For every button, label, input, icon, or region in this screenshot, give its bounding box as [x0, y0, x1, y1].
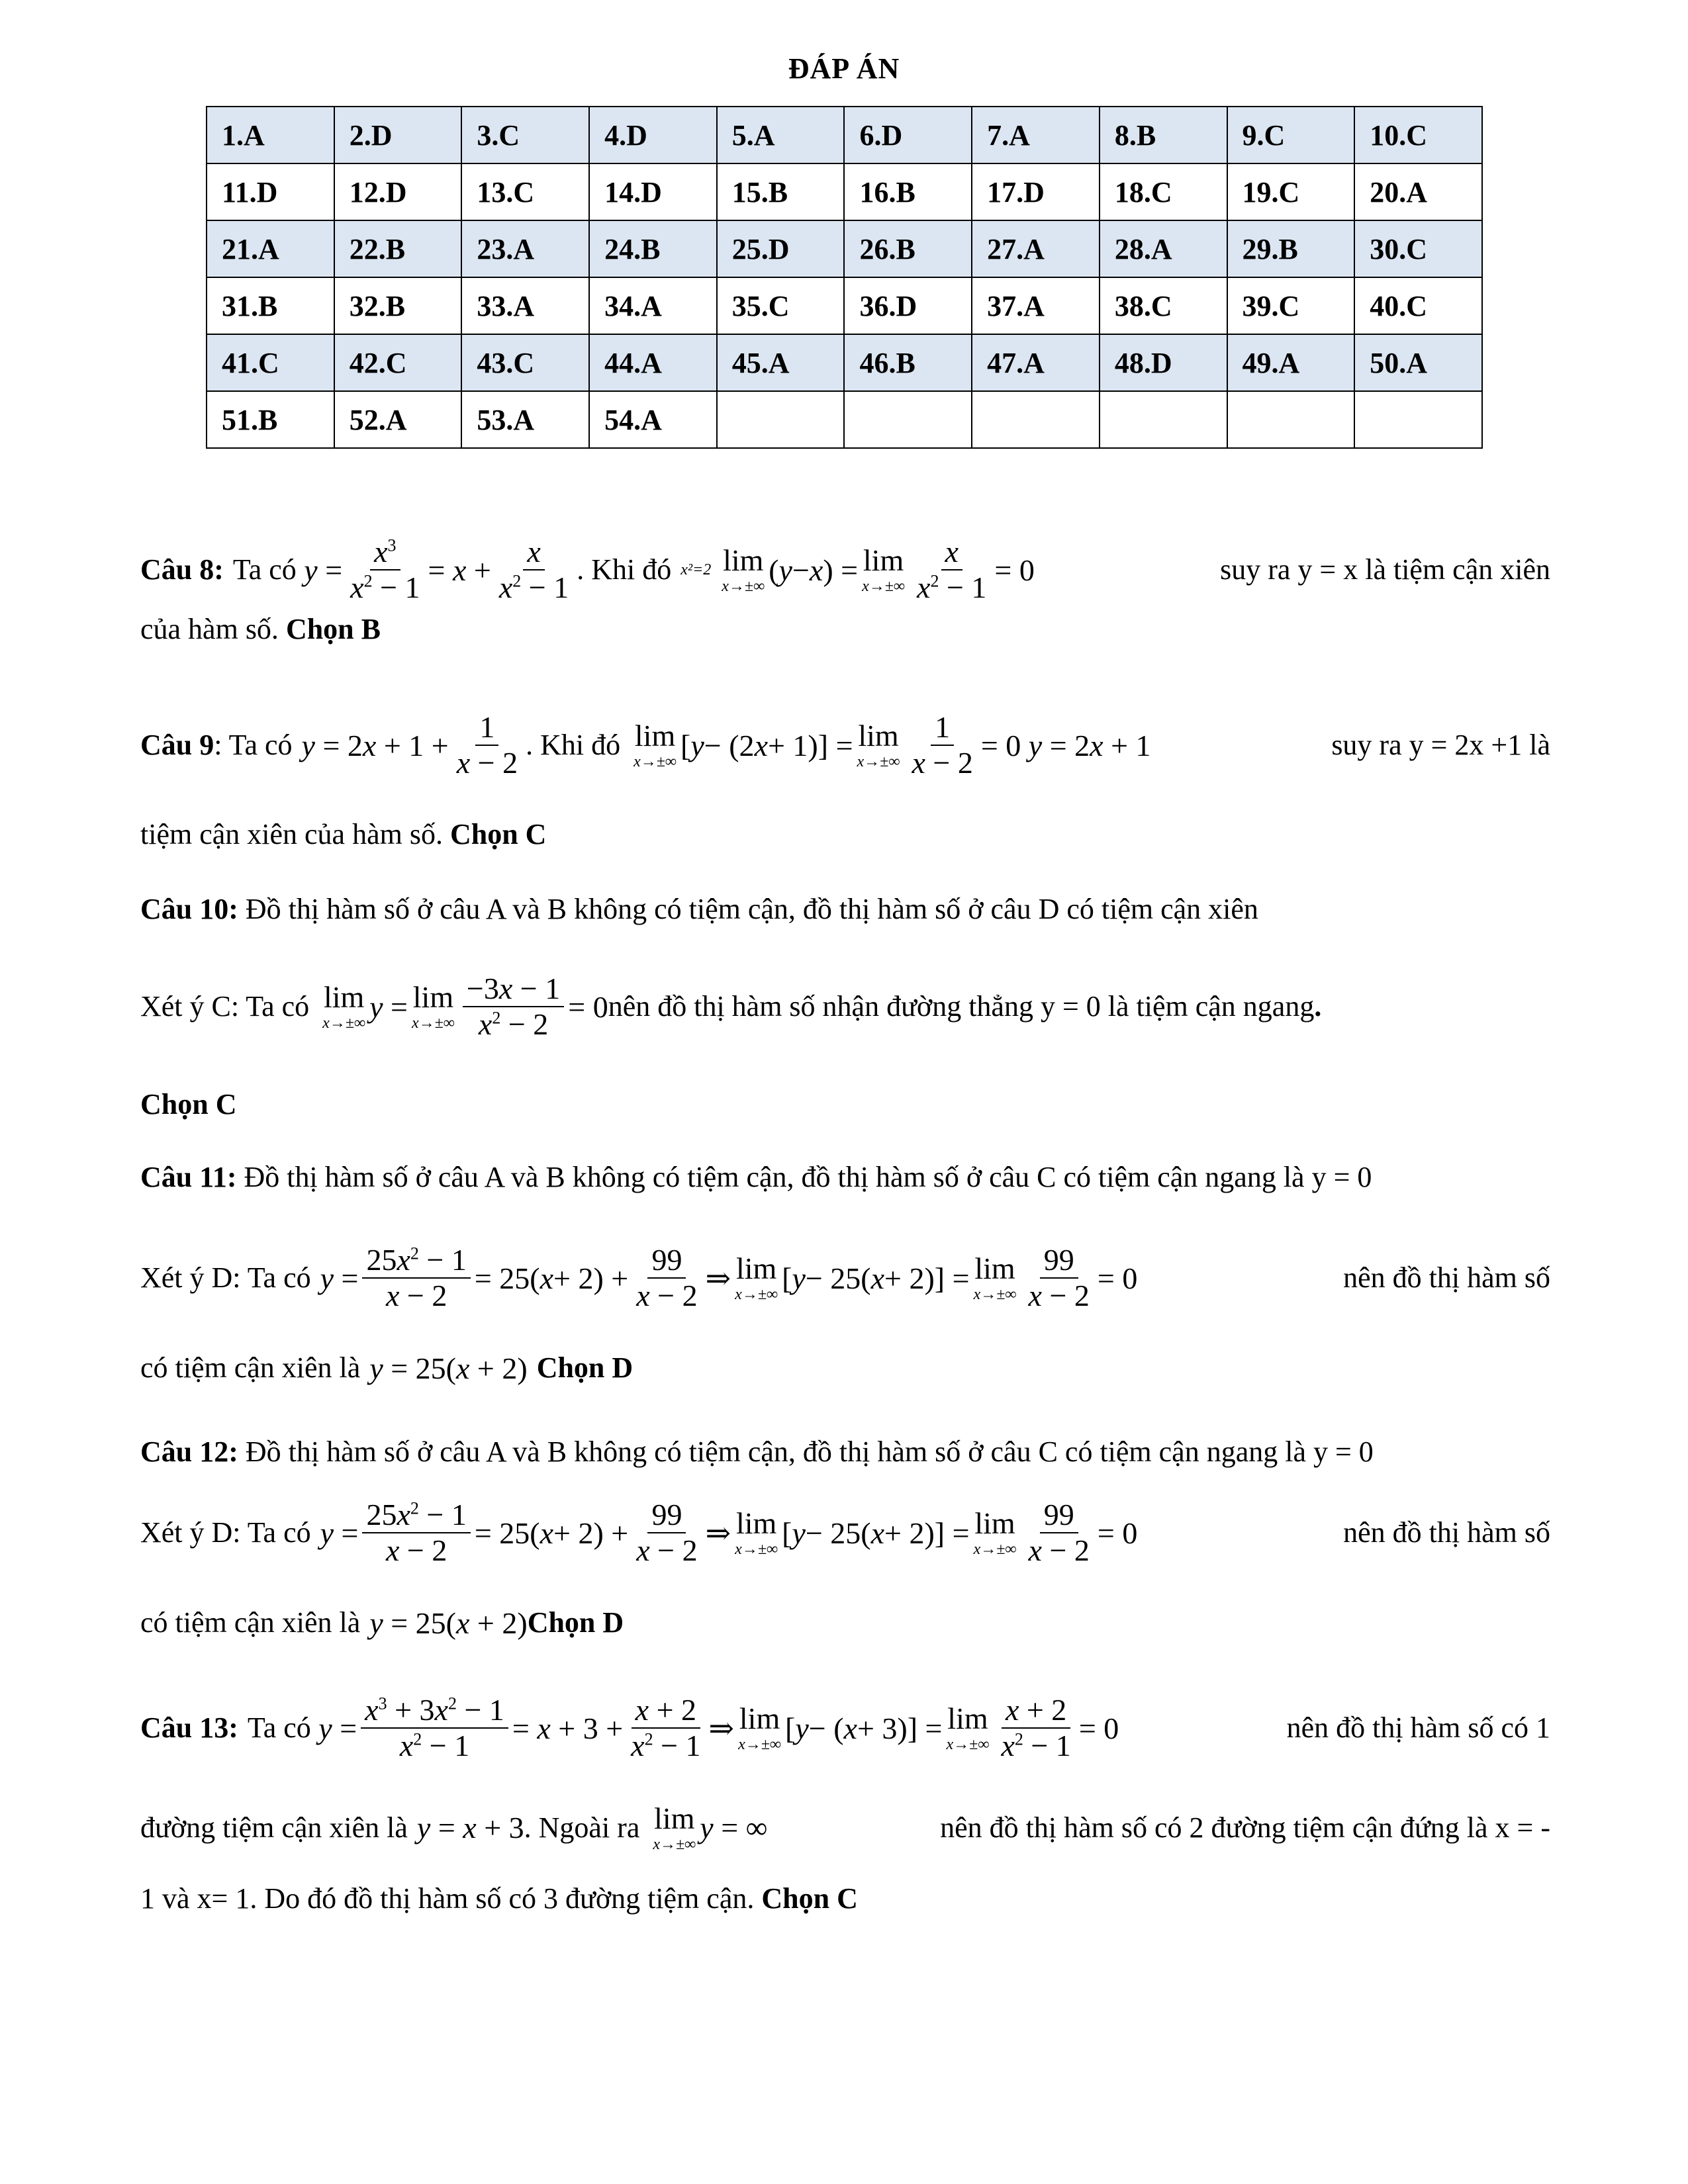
q8-label: Câu 8: [140, 553, 224, 586]
answer-cell: 36.D [844, 277, 972, 334]
answer-cell: 45.A [717, 334, 845, 391]
answer-row [207, 107, 1482, 163]
answer-row [207, 163, 1482, 220]
q12-choice: Chọn D [527, 1606, 624, 1639]
q13-line-2: đường tiệm cận xiên là y = x + 3 . Ngoài ra lim x→±∞ y = ∞ nên đồ thị hàm số có 2 đường tiệm cận đứng là x = - [140, 1801, 1550, 1853]
q10-choice: Chọn C [140, 1088, 237, 1120]
answer-cell: 15.B [717, 163, 845, 220]
answer-cell: 35.C [717, 277, 845, 334]
answer-cell: 14.D [589, 163, 717, 220]
answer-cell [1100, 391, 1227, 448]
answer-cell: 22.B [334, 220, 462, 277]
q12-line-2: Xét ý D: Ta có y = $\frac{25x^2 - 1}{x - 2}$ = 25( x + 2) + $\frac{99}{x - 2}$ ⇒ lim x→±∞ [ y − 25( x + 2)] = lim x→±∞ $\frac{99}{x - 2}$ = 0 nên đồ thị hàm số [140, 1498, 1550, 1568]
q11-label: Câu 11: [140, 1161, 237, 1193]
answer-cell [972, 391, 1100, 448]
q13-label: Câu 13: [140, 1711, 238, 1744]
answer-cell [844, 391, 972, 448]
q9-line-1: Câu 9 : Ta có y = 2 x + 1 + $\frac{1}{x - 2}$ . Khi đó lim x→±∞ [ y − (2 x + 1)] = lim x→±∞ $\frac{1}{x - 2}$ = 0 y = 2 x + 1 suy ra y = 2x +1 là [140, 710, 1550, 780]
answer-cell: 23.A [461, 220, 589, 277]
answer-cell: 5.A [717, 107, 845, 163]
answer-cell: 25.D [717, 220, 845, 277]
q10-line-3 [140, 1087, 1550, 1122]
answer-cell: 47.A [972, 334, 1100, 391]
q11-line-1: Câu 11: Đồ thị hàm số ở câu A và B không có tiệm cận, đồ thị hàm số ở câu C có tiệm cận ngang là y = 0 [140, 1161, 1372, 1193]
q12-line-3: có tiệm cận xiên là y = 25(x + 2) Chọn D [140, 1606, 624, 1640]
answer-cell: 31.B [207, 277, 334, 334]
q8-line-1: Câu 8: Ta có y = $\frac{x^3}{x^2 - 1}$ = x + $\frac{x}{x^2 - 1}$ . Khi đó x²=2 lim x→±∞ ( y − x ) = lim x→±∞ $\frac{x}{x^2 - 1}$ = 0 suy ra y = x là tiệm cận xiên [140, 535, 1550, 605]
answer-cell [1354, 391, 1482, 448]
answer-cell: 6.D [844, 107, 972, 163]
answer-cell: 53.A [461, 391, 589, 448]
answer-cell: 24.B [589, 220, 717, 277]
q8-line-2: của hàm số. Chọn B [140, 613, 381, 645]
answer-cell: 48.D [1100, 334, 1227, 391]
answer-cell: 38.C [1100, 277, 1227, 334]
q10-formula: lim x→±∞ y = lim x→±∞ $\frac{-3x - 1}{x^2 - 2}$ = 0 [322, 972, 608, 1042]
answer-cell [717, 391, 845, 448]
answer-cell: 49.A [1227, 334, 1355, 391]
q10-line-2: Xét ý C: Ta có lim x→±∞ y = lim x→±∞ $\frac{-3x - 1}{x^2 - 2}$ = 0 nên đồ thị hàm số nhận đường thẳng y = 0 là tiệm cận ngang . [140, 972, 1322, 1042]
answer-cell: 20.A [1354, 163, 1482, 220]
q12-formula: y = $\frac{25x^2 - 1}{x - 2}$ = 25( x + 2) + $\frac{99}{x - 2}$ ⇒ lim x→±∞ [ y − 25( x + 2)] = lim x→±∞ $\frac{99}{x - 2}$ = 0 [320, 1498, 1138, 1568]
q12-line-1: Câu 12: Đồ thị hàm số ở câu A và B không có tiệm cận, đồ thị hàm số ở câu C có tiệm cận ngang là y = 0 [140, 1435, 1374, 1468]
q13-formula: y = $\frac{x^3 + 3x^2 - 1}{x^2 - 1}$ = x + 3 + $\frac{x + 2}{x^2 - 1}$ ⇒ lim x→±∞ [ y − ( x + 3)] = lim x→±∞ $\frac{x + 2}{x^2 - 1}$ = 0 [310, 1693, 1119, 1763]
answer-cell: 28.A [1100, 220, 1227, 277]
answer-row [207, 334, 1482, 391]
answer-cell: 19.C [1227, 163, 1355, 220]
q10-label: Câu 10: [140, 893, 238, 925]
answer-cell: 40.C [1354, 277, 1482, 334]
q13-choice: Chọn C [761, 1882, 858, 1915]
answer-row [207, 391, 1482, 448]
answer-cell: 8.B [1100, 107, 1227, 163]
answer-cell: 39.C [1227, 277, 1355, 334]
answer-cell: 34.A [589, 277, 717, 334]
answer-row [207, 277, 1482, 334]
answer-cell: 16.B [844, 163, 972, 220]
q11-line-3: có tiệm cận xiên là y = 25(x + 2) Chọn D [140, 1351, 633, 1385]
answer-cell: 17.D [972, 163, 1100, 220]
answer-cell: 32.B [334, 277, 462, 334]
answer-cell: 50.A [1354, 334, 1482, 391]
q8-formula-1: y = $\frac{x^3}{x^2 - 1}$ = x + $\frac{x}{x^2 - 1}$ [296, 535, 569, 605]
q13-line-1: Câu 13: Ta có y = $\frac{x^3 + 3x^2 - 1}{x^2 - 1}$ = x + 3 + $\frac{x + 2}{x^2 - 1}$ ⇒ lim x→±∞ [ y − ( x + 3)] = lim x→±∞ $\frac{x + 2}{x^2 - 1}$ = 0 nên đồ thị hàm số có 1 [140, 1693, 1550, 1763]
answer-row [207, 220, 1482, 277]
q9-label: Câu 9 [140, 728, 214, 761]
answer-cell: 37.A [972, 277, 1100, 334]
answer-cell: 43.C [461, 334, 589, 391]
q10-line-1: Câu 10: Đồ thị hàm số ở câu A và B không có tiệm cận, đồ thị hàm số ở câu D có tiệm cận xiên [140, 893, 1258, 925]
q11-line-2: Xét ý D: Ta có y = $\frac{25x^2 - 1}{x - 2}$ = 25( x + 2) + $\frac{99}{x - 2}$ ⇒ lim x→±∞ [ y − 25( x + 2)] = lim x→±∞ $\frac{99}{x - 2}$ = 0 nên đồ thị hàm số [140, 1243, 1550, 1313]
q9-choice: Chọn C [449, 818, 547, 850]
answer-cell: 7.A [972, 107, 1100, 163]
answer-cell: 46.B [844, 334, 972, 391]
q8-formula-2: lim x→±∞ ( y − x ) = lim x→±∞ $\frac{x}{x^2 - 1}$ = 0 [722, 535, 1035, 605]
answer-cell: 41.C [207, 334, 334, 391]
q11-formula: y = $\frac{25x^2 - 1}{x - 2}$ = 25( x + 2) + $\frac{99}{x - 2}$ ⇒ lim x→±∞ [ y − 25( x + 2)] = lim x→±∞ $\frac{99}{x - 2}$ = 0 [320, 1243, 1138, 1313]
page-title: ĐÁP ÁN [788, 52, 900, 85]
q12-label: Câu 12: [140, 1435, 238, 1468]
answer-cell: 54.A [589, 391, 717, 448]
q9-line-2: tiệm cận xiên của hàm số. Chọn C [140, 818, 547, 850]
answer-cell: 52.A [334, 391, 462, 448]
q13-line-3: 1 và x= 1. Do đó đồ thị hàm số có 3 đường tiệm cận. Chọn C [140, 1882, 858, 1915]
answer-cell [1227, 391, 1355, 448]
answer-cell: 9.C [1227, 107, 1355, 163]
answer-cell: 10.C [1354, 107, 1482, 163]
answer-cell: 42.C [334, 334, 462, 391]
answer-cell: 13.C [461, 163, 589, 220]
answer-key-table [206, 106, 1483, 449]
answer-cell: 2.D [334, 107, 462, 163]
answer-cell: 11.D [207, 163, 334, 220]
q9-formula-2: lim x→±∞ [ y − (2 x + 1)] = lim x→±∞ $\frac{1}{x - 2}$ = 0 y = 2 x + 1 [633, 710, 1151, 780]
q11-choice: Chọn D [536, 1351, 633, 1385]
answer-cell: 27.A [972, 220, 1100, 277]
answer-cell: 18.C [1100, 163, 1227, 220]
answer-cell: 1.A [207, 107, 334, 163]
answer-cell: 44.A [589, 334, 717, 391]
q8-choice: Chọn B [285, 613, 381, 645]
answer-cell: 3.C [461, 107, 589, 163]
answer-cell: 29.B [1227, 220, 1355, 277]
answer-cell: 33.A [461, 277, 589, 334]
answer-cell: 21.A [207, 220, 334, 277]
answer-cell: 4.D [589, 107, 717, 163]
answer-cell: 51.B [207, 391, 334, 448]
answer-cell: 12.D [334, 163, 462, 220]
q9-formula-1: y = 2 x + 1 + $\frac{1}{x - 2}$ [301, 710, 518, 780]
answer-cell: 26.B [844, 220, 972, 277]
answer-cell: 30.C [1354, 220, 1482, 277]
